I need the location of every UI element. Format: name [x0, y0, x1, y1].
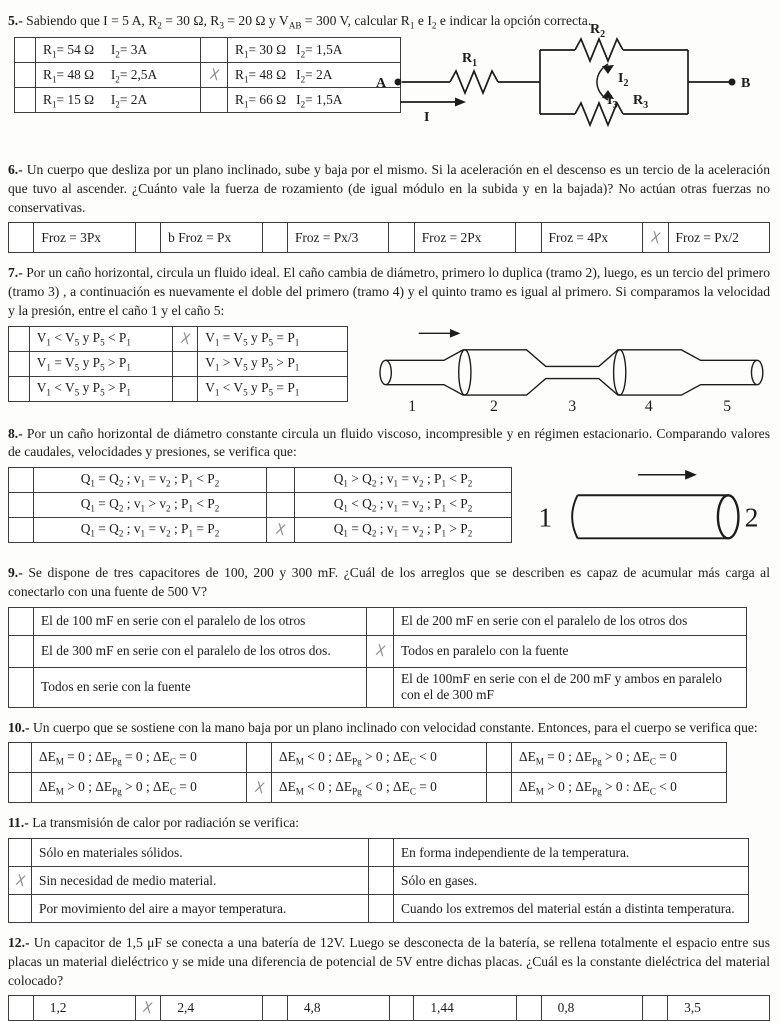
option-row: [15, 63, 401, 88]
node-a-label: A: [376, 76, 387, 91]
mark-cell: [135, 996, 161, 1021]
mark-cell: [267, 468, 295, 493]
option-row: [9, 376, 348, 401]
option-row: [9, 351, 348, 376]
question-12-options-table: [8, 995, 770, 1021]
question-5: [8, 12, 770, 150]
option-cell: $Q_1 > Q_2$ ; $v_1 = v_2$ ; $P_1 < P_2$: [295, 468, 512, 493]
mark-cell: [9, 895, 32, 923]
mark-cell: [9, 376, 30, 401]
mark-cell: [367, 635, 394, 667]
terminal-a-dot: [395, 79, 402, 86]
option-row: [15, 88, 401, 113]
check-mark: X: [141, 999, 155, 1019]
question-9-text: 9.- Se dispone de tres capacitores de 100, 200 y 300 mF. ¿Cuál de los arreglos que se describen es capaz de acumular más carga al conectarlo con una fuente de 500 V?: [8, 565, 770, 599]
question-6-text: 6.- Un cuerpo que desliza por un plano inclinado, sube y baja por el mismo. Si la aceleración en el descenso es un tercio de la aceleración que tuvo al ascender. ¿Cuánto vale la fuerza de rozamiento (de igual módulo en la subida y en la bajada)? No actúan otras fuerzas no conservativas.: [8, 162, 770, 215]
option-row: [15, 38, 401, 63]
question-11-number: 11.-: [8, 815, 29, 831]
r1-label: $R_1$: [462, 51, 478, 69]
option-row: [9, 518, 512, 543]
question-8-number: 8.-: [8, 425, 23, 441]
check-mark: X: [207, 66, 221, 86]
option-row: [9, 867, 749, 895]
question-12-number: 12.-: [8, 935, 30, 950]
option-cell: Todos en paralelo con la fuente: [394, 635, 747, 667]
check-mark: X: [13, 871, 27, 891]
segment-label: 5: [723, 397, 731, 414]
option-cell: $V_1 < V_5$ y $P_5 < P_1$: [29, 326, 173, 351]
option-row: [9, 667, 747, 707]
option-cell: Froz = Px/3: [287, 223, 388, 253]
option-cell: Cuando los extremos del material están a distinta temperatura.: [394, 895, 749, 923]
mark-cell: [15, 38, 36, 63]
option-cell: El de 100mF en serie con el de 200 mF y ambos en paralelo con el de 300 mF: [394, 667, 747, 707]
question-11-options-table: [8, 838, 749, 923]
check-mark: X: [274, 521, 287, 540]
option-cell: $V_1 < V_5$ y $P_5 > P_1$: [29, 376, 173, 401]
option-cell: $\Delta E_M > 0$ ; $\Delta E_{Pg} > 0$ ; $\Delta E_C = 0$: [32, 773, 247, 803]
option-cell: $Q_1 = Q_2$ ; $v_1 > v_2$ ; $P_1 < P_2$: [34, 493, 267, 518]
option-row: [9, 743, 727, 773]
question-7-options-table: [8, 326, 348, 402]
option-cell: El de 100 mF en serie con el paralelo de los otros: [34, 607, 367, 635]
q8-cylinder-diagram: [526, 463, 766, 553]
option-cell: 3,5: [668, 996, 770, 1021]
question-9-options-table: [8, 607, 747, 708]
option-cell: $\Delta E_M = 0$ ; $\Delta E_{Pg} = 0$ ; $\Delta E_C = 0$: [32, 743, 247, 773]
check-mark: X: [648, 228, 662, 248]
pipe-rim: [459, 349, 471, 394]
option-cell: $R_1= 48$ Ω $I_2= 2A$: [228, 63, 401, 88]
question-5-text: 5.- Sabiendo que I = 5 A, $R_2 = 30$ Ω, $R_3 = 20$ Ω y $V_{AB} = 300$ V, calcular $R_1$ e $I_2$ e indicar la opción correcta.: [8, 13, 592, 31]
terminal-b-dot: [729, 79, 736, 86]
question-8-options-table: [8, 467, 512, 543]
pipe-rim: [613, 349, 625, 394]
i3-label: $I_3$: [607, 93, 618, 111]
mark-cell: [201, 88, 228, 113]
mark-cell: [262, 223, 287, 253]
mark-cell: [516, 996, 541, 1021]
mark-cell: [9, 743, 32, 773]
mark-cell: [389, 996, 414, 1021]
option-cell: 0,8: [541, 996, 643, 1021]
option-cell: $V_1 = V_5$ y $P_5 = P_1$: [198, 326, 348, 351]
option-cell: $Q_1 = Q_2$ ; $v_1 = v_2$ ; $P_1 > P_2$: [295, 518, 512, 543]
exam-page: [8, 12, 770, 1021]
mark-cell: [9, 468, 34, 493]
mark-cell: [643, 996, 668, 1021]
q5-circuit-diagram: [370, 20, 770, 144]
option-cell: $R_1= 15$ Ω $I_2= 2A$: [36, 88, 201, 113]
option-cell: $V_1 > V_5$ y $P_5 > P_1$: [198, 351, 348, 376]
mark-cell: [9, 996, 34, 1021]
mark-cell: [369, 895, 394, 923]
mark-cell: [487, 773, 512, 803]
question-9: [8, 564, 770, 708]
option-cell: Froz = Px/2: [668, 223, 770, 253]
option-row: [9, 839, 749, 867]
mark-cell: [9, 839, 32, 867]
mark-cell: [9, 635, 34, 667]
pipe-right-cap: [751, 360, 762, 384]
option-cell: b Froz = Px: [161, 223, 262, 253]
mark-cell: [263, 996, 288, 1021]
resistor-r1-symbol: [450, 71, 498, 93]
option-cell: $V_1 = V_5$ y $P_5 > P_1$: [29, 351, 173, 376]
question-7: [8, 264, 770, 413]
question-6: [8, 161, 770, 253]
option-row: [9, 326, 348, 351]
question-10-number: 10.-: [8, 719, 30, 735]
mark-cell: [369, 867, 394, 895]
question-12-text: 12.- Un capacitor de 1,5 μF se conecta a una batería de 12V. Luego se desconecta de la batería, se rellena totalmente el espacio entre sus placas un material dieléctrico y se mide una diferencia de potencial de 5V entre dichas placas. ¿Cuál es la constante dieléctrica del material colocado?: [8, 935, 770, 988]
pipe-left-cap: [380, 360, 391, 384]
option-cell: El de 200 mF en serie con el paralelo de los otros dos: [394, 607, 747, 635]
question-9-number: 9.-: [8, 565, 23, 580]
option-row: [9, 635, 747, 667]
mark-cell: [201, 38, 228, 63]
mark-cell: [642, 223, 668, 253]
option-cell: Sólo en gases.: [394, 867, 749, 895]
cylinder-left-arc: [572, 495, 577, 538]
option-cell: $Q_1 = Q_2$ ; $v_1 = v_2$ ; $P_1 = P_2$: [34, 518, 267, 543]
arrowhead: [450, 328, 460, 337]
option-row: [9, 223, 770, 253]
mark-cell: [516, 223, 541, 253]
mark-cell: [173, 351, 198, 376]
r2-label: $R_2$: [590, 22, 606, 40]
option-cell: $R_1= 54$ Ω $I_2= 3A$: [36, 38, 201, 63]
mark-cell: [267, 493, 295, 518]
cylinder-right-cap: [718, 495, 739, 538]
option-cell: $\Delta E_M < 0$ ; $\Delta E_{Pg} < 0$ ; $\Delta E_C = 0$: [272, 773, 487, 803]
option-cell: Sólo en materiales sólidos.: [32, 839, 369, 867]
mark-cell: [201, 63, 228, 88]
mark-cell: [9, 867, 32, 895]
check-mark: X: [252, 778, 266, 798]
option-cell: $\Delta E_M > 0$ ; $\Delta E_{Pg} > 0$ : $\Delta E_C < 0$: [512, 773, 727, 803]
mark-cell: [267, 518, 295, 543]
option-cell: $R_1= 48$ Ω $I_2= 2,5A$: [36, 63, 201, 88]
arrowhead: [455, 98, 466, 107]
option-row: [9, 996, 770, 1021]
segment-label: 2: [489, 397, 498, 414]
mark-cell: [9, 351, 30, 376]
option-cell: 2,4: [161, 996, 263, 1021]
option-cell: $R_1= 66$ Ω $I_2= 1,5A$: [228, 88, 401, 113]
option-cell: $Q_1 = Q_2$ ; $v_1 = v_2$ ; $P_1 < P_2$: [34, 468, 267, 493]
mark-cell: [9, 223, 34, 253]
option-cell: Todos en serie con la fuente: [34, 667, 367, 707]
question-6-number: 6.-: [8, 162, 23, 177]
question-8: [8, 425, 770, 554]
mark-cell: [367, 667, 394, 707]
arrowhead: [685, 470, 697, 480]
question-10: [8, 719, 770, 804]
i2-label: $I_2$: [618, 71, 629, 89]
option-cell: $V_1 < V_5$ y $P_5 = P_1$: [198, 376, 348, 401]
question-11: [8, 814, 770, 923]
check-mark: X: [178, 329, 192, 349]
option-row: [9, 607, 747, 635]
mark-cell: [487, 743, 512, 773]
mark-cell: [15, 88, 36, 113]
mark-cell: [247, 773, 272, 803]
question-5-options-table: [14, 37, 401, 113]
mark-cell: [9, 607, 34, 635]
mark-cell: [247, 743, 272, 773]
segment-label: 1: [408, 397, 416, 414]
mark-cell: [9, 518, 34, 543]
question-8-text: 8.- Por un caño horizontal de diámetro constante circula un fluido viscoso, incompresible y en régimen estacionario. Comparando valores de caudales, velocidades y presiones, se verifica que:: [8, 425, 770, 460]
option-cell: $R_1= 30$ Ω $I_2= 1,5A$: [228, 38, 401, 63]
option-row: [9, 895, 749, 923]
mark-cell: [9, 773, 32, 803]
option-cell: 1,2: [33, 996, 135, 1021]
mark-cell: [9, 326, 30, 351]
option-cell: 1,44: [414, 996, 517, 1021]
question-5-number: 5.-: [8, 13, 23, 28]
mark-cell: [389, 223, 414, 253]
end-label-2: 2: [744, 502, 759, 533]
mark-cell: [369, 839, 394, 867]
question-7-number: 7.-: [8, 265, 23, 281]
mark-cell: [135, 223, 160, 253]
option-cell: $\Delta E_M < 0$ ; $\Delta E_{Pg} > 0$ ; $\Delta E_C < 0$: [272, 743, 487, 773]
mark-cell: [9, 667, 34, 707]
option-cell: Froz = 3Px: [34, 223, 135, 253]
option-cell: 4,8: [287, 996, 389, 1021]
question-10-text: 10.- Un cuerpo que se sostiene con la mano baja por un plano inclinado con velocidad constante. Entonces, para el cuerpo se verifica que:: [8, 719, 758, 735]
pipe-bottom-outline: [385, 378, 756, 395]
segment-label: 4: [644, 397, 653, 414]
question-12: [8, 934, 770, 1021]
option-cell: $\Delta E_M = 0$ ; $\Delta E_{Pg} > 0$ ; $\Delta E_C = 0$: [512, 743, 727, 773]
pipe-top-outline: [385, 349, 756, 366]
option-row: [9, 468, 512, 493]
r3-label: $R_3$: [633, 93, 649, 111]
mark-cell: [9, 493, 34, 518]
question-11-text: 11.- La transmisión de calor por radiación se verifica:: [8, 815, 300, 831]
segment-label: 3: [568, 397, 576, 414]
option-row: [9, 493, 512, 518]
check-mark: X: [373, 642, 387, 661]
arrowhead: [602, 65, 614, 74]
mark-cell: [173, 376, 198, 401]
option-cell: Por movimiento del aire a mayor temperatura.: [32, 895, 369, 923]
option-cell: $Q_1 < Q_2$ ; $v_1 = v_2$ ; $P_1 < P_2$: [295, 493, 512, 518]
option-cell: Froz = 2Px: [414, 223, 515, 253]
question-7-text: 7.- Por un caño horizontal, circula un fluido ideal. El caño cambia de diámetro, primero lo duplica (tramo 2), luego, es un tercio del primero (tramo 3) , a continuación es nuevamente el doble del primero (tramo 4) y el quinto tramo es igual al primero. Si comparamos la velocidad y la presión, entre el caño 1 y el caño 5:: [8, 265, 770, 318]
option-row: [9, 773, 727, 803]
option-cell: El de 300 mF en serie con el paralelo de los otros dos.: [34, 635, 367, 667]
question-10-options-table: [8, 742, 727, 803]
option-cell: Froz = 4Px: [541, 223, 642, 253]
current-label: I: [424, 110, 430, 125]
mark-cell: [367, 607, 394, 635]
end-label-1: 1: [538, 502, 553, 533]
mark-cell: [173, 326, 198, 351]
q7-pipe-diagram: [370, 324, 770, 414]
mark-cell: [15, 63, 36, 88]
node-b-label: B: [741, 76, 751, 91]
resistor-r2-symbol: [575, 39, 623, 61]
question-6-options-table: [8, 222, 770, 253]
option-cell: Sin necesidad de medio material.: [32, 867, 369, 895]
option-cell: En forma independiente de la temperatura.: [394, 839, 749, 867]
